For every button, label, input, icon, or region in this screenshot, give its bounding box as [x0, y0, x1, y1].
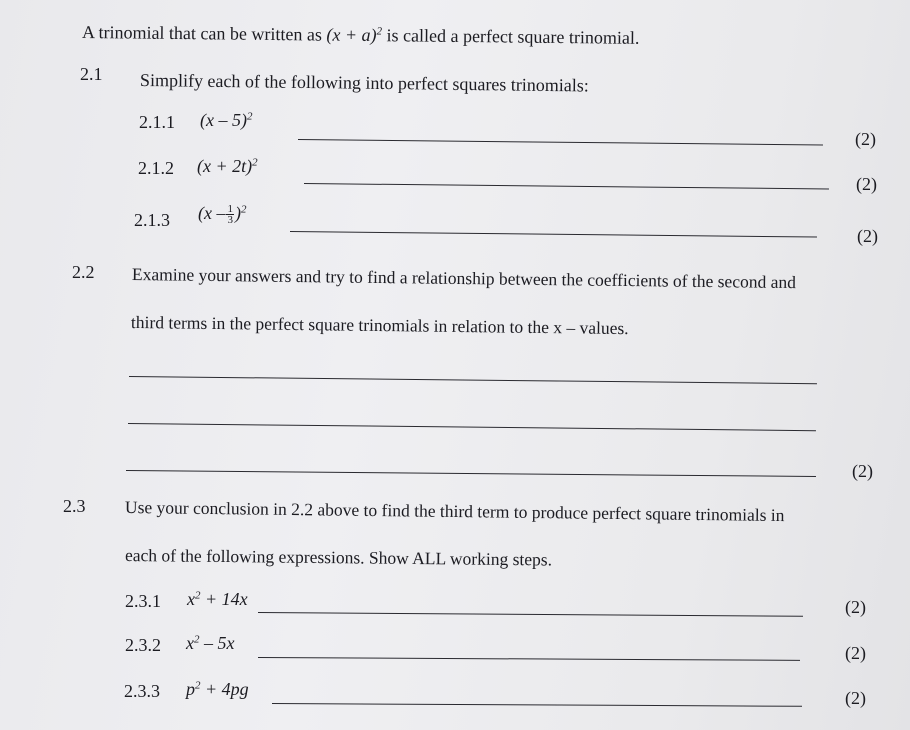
sub-question-expression: (x – $\frac{1}{3}$ )$^2$ — [198, 203, 247, 227]
intro-sentence — [82, 22, 640, 49]
intro-text-before: A trinomial that can be written as — [81, 22, 323, 45]
sub-question-number: 2.1.2 — [138, 158, 174, 178]
sub-question-number: 2.3.2 — [125, 635, 161, 655]
sub-question-number: 2.3.1 — [125, 591, 161, 611]
answer-line[interactable] — [304, 183, 829, 189]
marks-label: (2) — [845, 597, 866, 617]
answer-line[interactable] — [126, 470, 816, 477]
sub-question-expression: $(x + 2t)^2$ — [197, 156, 258, 176]
answer-line[interactable] — [272, 703, 802, 707]
answer-line[interactable] — [128, 423, 816, 431]
question-text: Simplify each of the following into perfect squares trinomials: — [139, 70, 590, 96]
intro-text-after: is called a perfect square trinomial. — [386, 25, 640, 48]
question-text-line-2: third terms in the perfect square trinomials in relation to the x – values. — [130, 312, 629, 339]
question-number: 2.2 — [72, 262, 95, 282]
sub-question-number: 2.3.3 — [124, 681, 160, 701]
sub-question-number: 2.1.3 — [134, 210, 170, 230]
marks-label: (2) — [857, 226, 878, 246]
marks-label: (2) — [845, 688, 866, 708]
question-number: 2.3 — [63, 496, 86, 516]
sub-question-expression: (x – 5)$^2$ — [200, 110, 253, 130]
answer-line[interactable] — [129, 376, 817, 384]
sub-question-expression: $p^2 + 4pg$ — [186, 679, 249, 699]
sub-question-expression: $x^2 + 14x$ — [187, 589, 248, 609]
answer-line[interactable] — [298, 139, 823, 145]
marks-label: (2) — [852, 461, 873, 481]
intro-expression: $(x + a)^2$ — [326, 24, 383, 46]
question-text-line-1: Examine your answers and try to find a relationship between the coefficients of the second and — [131, 264, 797, 293]
sub-question-expression: $x^2 - 5x$ — [186, 633, 235, 653]
marks-label: (2) — [855, 129, 876, 149]
answer-line[interactable] — [258, 657, 800, 661]
question-text-line-2: each of the following expressions. Show ALL working steps. — [124, 545, 553, 570]
marks-label: (2) — [856, 174, 877, 194]
answer-line[interactable] — [258, 612, 803, 617]
sub-question-number: 2.1.1 — [139, 112, 175, 132]
fraction: $\frac{1}{3}$ — [227, 203, 233, 227]
question-number: 2.1 — [80, 64, 103, 84]
answer-line[interactable] — [290, 231, 817, 238]
question-text-line-1: Use your conclusion in 2.2 above to find the third term to produce perfect square trinomials in — [124, 497, 785, 526]
marks-label: (2) — [845, 643, 866, 663]
